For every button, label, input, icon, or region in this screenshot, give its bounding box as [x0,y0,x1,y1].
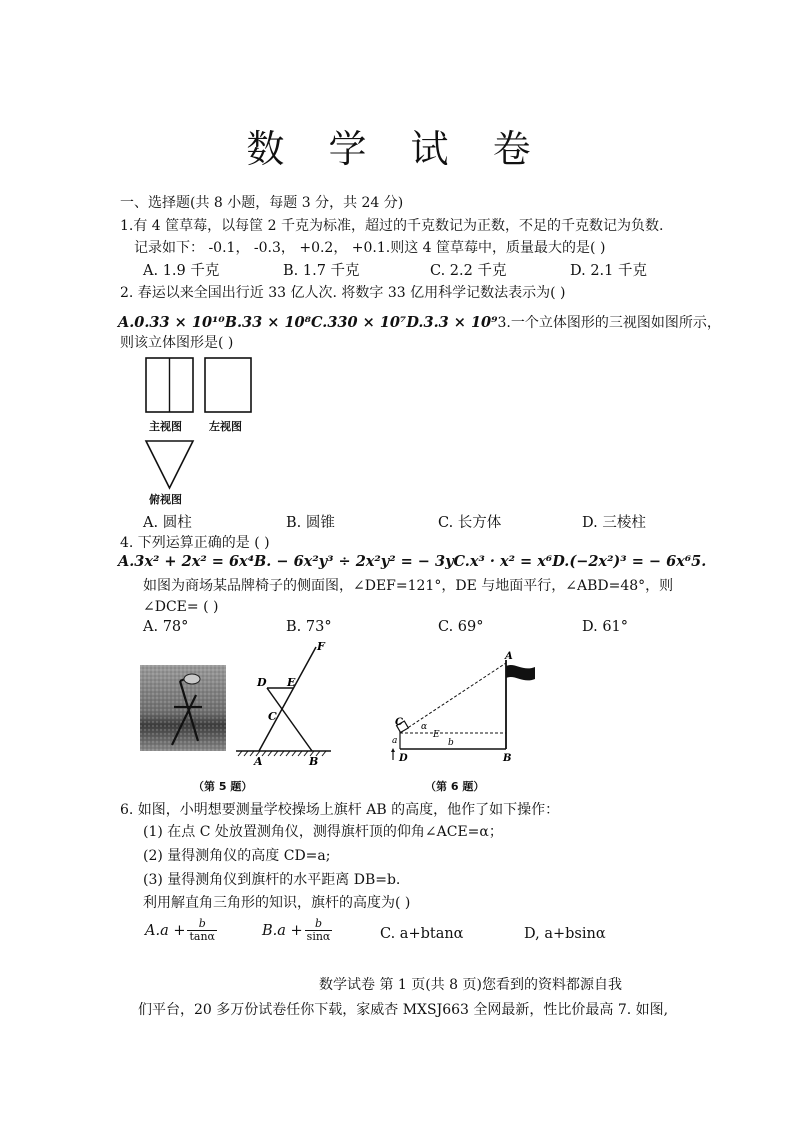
q1-stem-line1: 1.有 4 筐草莓，以每筐 2 千克为标准，超过的千克数记为正数，不足的千克数记为负数. [120,218,664,234]
q6-step2: (2) 量得测角仪的高度 CD=a; [143,848,331,864]
footer-line1: 数学试卷 第 1 页(共 8 页)您看到的资料都源自我 [319,977,622,993]
point-a-label: A [505,651,513,662]
q1-stem-line2: 记录如下： -0.1， -0.3， +0.2， +0.1.则这 4 筐草莓中，质量最大的是( ) [134,240,606,256]
q3-option-d: D. 三棱柱 [582,515,646,531]
front-view-label: 主视图 [149,420,182,433]
sightline-ca [400,663,506,733]
q2-options: A.0.33 × 10¹⁰B.33 × 10⁸C.330 × 10⁷D.3.3 × 10⁹ [118,314,498,331]
point-b-label: B [503,753,512,764]
point-b-label: B [309,755,319,768]
q4-options: A.3x² + 2x² = 6x⁴B. − 6x²y³ ÷ 2x²y² = − 3yC.x³ · x² = x⁶D.(−2x²)³ = − 6x⁶5. [118,553,707,570]
point-f-label: F [317,640,325,653]
q1-option-c: C. 2.2 千克 [430,263,507,279]
point-d-label: D [399,753,408,764]
q5-stem-line2: ∠DCE= ( ) [143,599,219,615]
q5-figure-caption: （第 5 题） [193,780,253,793]
q6-figure-caption: （第 6 题） [425,780,485,793]
q6-stem-line5: 利用解直角三角形的知识，旗杆的高度为( ) [143,895,411,911]
q6-option-b-numerator: b [305,918,333,931]
chair-photo [140,665,226,751]
q6-option-a-denominator: tanα [189,930,215,943]
q6-option-b-prefix: B.a + [262,923,303,939]
q4-stem: 4. 下列运算正确的是 ( ) [120,535,270,551]
q6-option-b-denominator: sinα [306,930,331,943]
page-title: 数 学 试 卷 [246,127,547,171]
left-view-label: 左视图 [209,420,242,433]
point-e-label: E [287,676,296,689]
angle-alpha-label: α [421,722,428,732]
q1-option-b: B. 1.7 千克 [283,263,360,279]
section-heading: 一、选择题(共 8 小题，每题 3 分，共 24 分) [120,195,404,211]
top-view-label: 俯视图 [149,493,182,506]
q3-option-c: C. 长方体 [438,515,502,531]
point-c-label: C [395,717,403,728]
chair-diagram [228,638,338,768]
q5-option-c: C. 69° [438,619,484,635]
point-c-label: C [268,710,277,723]
q3-option-b: B. 圆锥 [286,515,335,531]
segment-af [259,647,316,751]
q6-option-a-prefix: A.a + [145,923,186,939]
q1-option-a: A. 1.9 千克 [143,263,220,279]
q5-option-b: B. 73° [286,619,332,635]
q6-option-b [262,918,332,943]
q3-stem-line1: 3.一个立体图形的三视图如图所示， [497,315,721,331]
q6-option-a [145,918,217,943]
q6-option-d: D, a+bsinα [524,926,606,942]
q6-option-c: C. a+btanα [380,926,464,942]
q5-option-a: A. 78° [143,619,189,635]
length-a-label: a [392,736,398,746]
top-view-triangle [146,441,193,488]
left-view-rect [205,358,251,412]
point-a-label: A [254,755,263,768]
length-b-label: b [448,738,454,748]
q5-stem-line1: 如图为商场某品牌椅子的侧面图，∠DEF=121°，DE 与地面平行，∠ABD=48°，则 [143,578,674,594]
q6-option-a-numerator: b [187,918,217,931]
q1-option-d: D. 2.1 千克 [570,263,647,279]
q3-option-a: A. 圆柱 [143,515,192,531]
point-e-label: E [433,730,440,740]
footer-line2: 们平台，20 多万份试卷任你下载，家威杏 MXSJ663 全网最新，性比价最高 7. 如图, [138,1002,669,1018]
q2-options-row [118,312,721,333]
flag [506,665,535,680]
q3-stem-line2: 则该立体图形是( ) [120,335,234,351]
q6-step3: (3) 量得测角仪到旗杆的水平距离 DB=b. [143,872,401,888]
q2-stem: 2. 春运以来全国出行近 33 亿人次. 将数字 33 亿用科学记数法表示为( ) [120,285,566,301]
q6-option-a-fraction [187,918,217,943]
flagpole-diagram [385,648,545,768]
point-d-label: D [257,676,267,689]
q6-step1: (1) 在点 C 处放置测角仪，测得旗杆顶的仰角∠ACE=α； [143,824,503,840]
q6-stem-line1: 6. 如图，小明想要测量学校操场上旗杆 AB 的高度，他作了如下操作： [120,802,560,818]
q5-option-d: D. 61° [582,619,629,635]
q6-option-b-fraction [305,918,333,943]
